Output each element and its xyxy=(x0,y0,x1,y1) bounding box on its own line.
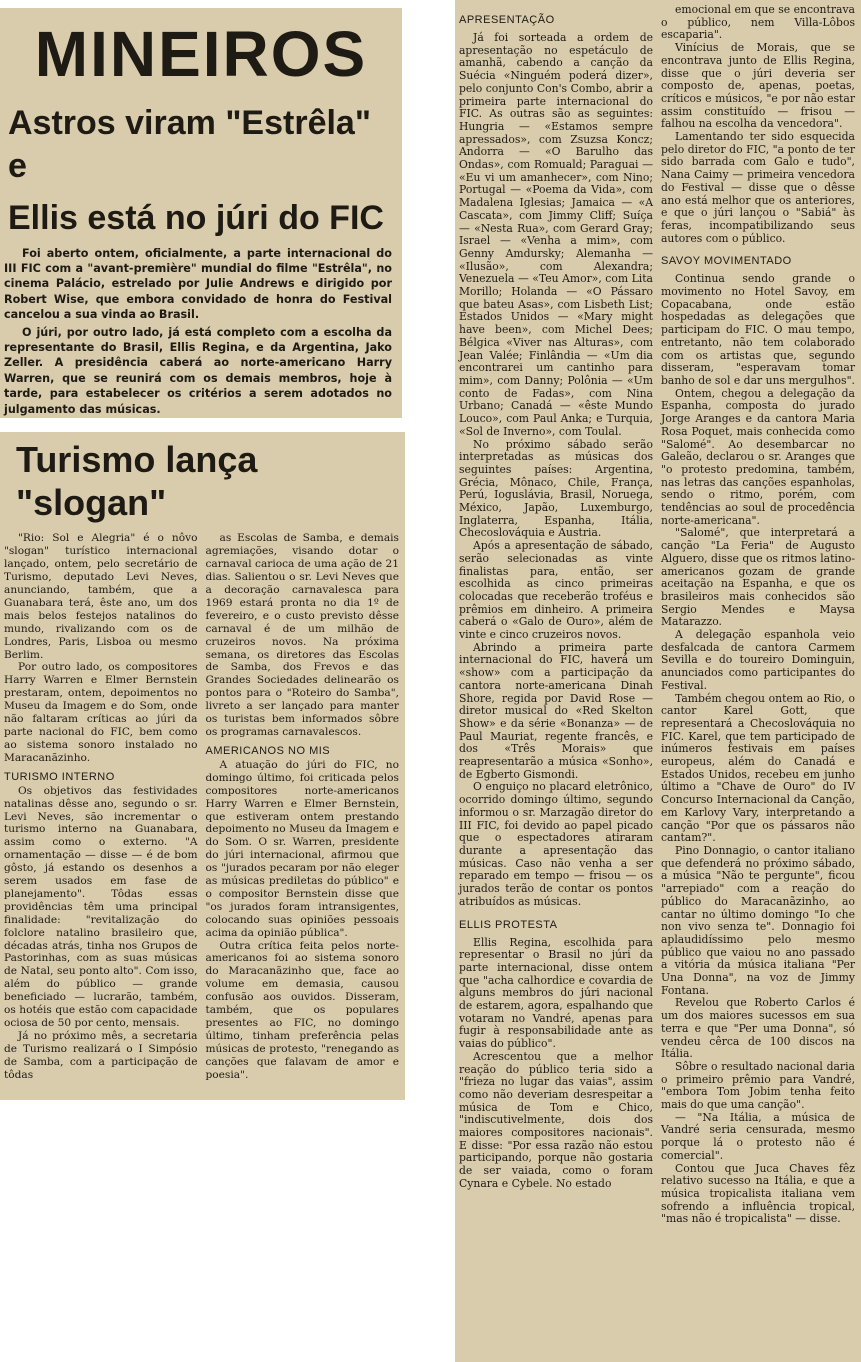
paragraph: Também chegou ontem ao Rio, o cantor Karel Gott, que representará a Checoslováquia no FIC. Karel, que tem participado de inúmeros festivais em países europeus, além do Canadá e Estados Unidos, recebeu em junho último a "Chave de Ouro" do IV Concurso Internacional da Canção, em Karlovy Vary, interpretando a canção "Por que os pássaros não cantam?". xyxy=(661,691,855,845)
article-column xyxy=(459,4,653,1226)
article-turismo xyxy=(0,432,405,1100)
paragraph: Após a apresentação de sábado, serão selecionadas as vinte finalistas para, então, ser escolhida as cinco primeiras colocadas que receberão troféus e prêmios em dinheiro. A primeira caberá o «Galo de Ouro», além de vinte e cinco cruzeiros novos. xyxy=(459,539,653,642)
article-mineiros xyxy=(0,8,402,418)
headline-turismo: Turismo lança "slogan" xyxy=(16,439,258,524)
article-column xyxy=(206,532,400,1081)
paragraph: Ontem, chegou a delegação da Espanha, composta do jurado Jorge Aranges e da cantora Maria Rosa Poquet, mais conhecida como "Salomé". Ao desembarcar no Galeão, declarou o sr. Aranges que "o protesto predomina, também, nas letras das canções espanholas, sendo o ritmo, porém, com tendências ao soul de procedência norte-americana". xyxy=(661,386,855,527)
paragraph: A atuação do júri do FIC, no domingo último, foi criticada pelos compositores norte-americanos Harry Warren e Elmer Bernstein, que estiveram ontem prestando depoimento no Museu da Imagem e do Som. O sr. Warren, presidente do júri internacional, afirmou que os "jurados pecaram por não eleger as músicas prediletas do público" e o compositor Bernstein disse que "os jurados foram intransigentes, colocando suas opiniões pessoais acima da opinião pública". xyxy=(205,758,399,939)
paragraph: Sôbre o resultado nacional daria o primeiro prêmio para Vandré, "embora Tom Jobim tenha feito mais do que uma canção". xyxy=(661,1059,855,1112)
paragraph: Ellis Regina, escolhida para representar o Brasil no júri da parte internacional, disse ontem que "acha calhordice e covardia de alguns membros do júri nacional de estarem, agora, espalhando que votaram no Vandré, apenas para fugir à responsabilidade ante as vaias do público". xyxy=(459,935,653,1051)
paragraph: O enguiço no placard eletrônico, ocorrido domingo último, segundo informou o sr. Marzagão diretor do III FIC, foi devido ao papel picado que o espectadores atiraram durante a apresentação das músicas. Caso não venha a ser reparado em tempo — frisou — os jurados terão de contar os pontos atribuídos as músicas. xyxy=(459,780,653,908)
lead-paragraph: Foi aberto ontem, oficialmente, a parte internacional do III FIC com a "avant-première" mundial do filme "Estrêla", no cinema Palácio, estrelado por Julie Andrews e dirigido por Robert Wise, que embora convidado de honra do Festival cancelou a sua vinda ao Brasil. xyxy=(4,246,392,322)
paragraph: Acrescentou que a melhor reação do público teria sido a "frieza no lugar das vaias", assim como não deveriam desrespeitar a música de Tom e Chico, "indiscutivelmente, dois dos maiores compositores nacionais". E disse: "Por essa razão não estou participando, porque não gostaria de ser vaiada, como o foram Cynara e Cybele. No estado xyxy=(459,1049,653,1190)
paragraph: No próximo sábado serão interpretadas as músicas dos seguintes países: Argentina, Grécia, Mônaco, Chile, França, Perú, Ioguslávia, Brasil, Noruega, México, Japão, Luxemburgo, Inglaterra, Espanha, Itália, Checoslováquia e Austria. xyxy=(459,437,653,540)
article-column xyxy=(4,532,198,1081)
subheading: ELLIS PROTESTA xyxy=(459,918,558,931)
paragraph: Outra crítica feita pelos norte-americanos foi ao sistema sonoro do Maracanãzinho que, face ao volume em demasia, causou confusão aos ouvidos. Disseram, também, que os populares presentes ao FIC, no domingo último, tinham preferência pelas músicas de protesto, "renegando as canções que falavam de amor e poesia". xyxy=(205,939,399,1081)
subheading: AMERICANOS NO MIS xyxy=(205,744,331,757)
headline-line-1: Astros viram "Estrêla" e xyxy=(8,104,371,185)
headline-line-2: Ellis está no júri do FIC xyxy=(8,199,384,237)
subheading: TURISMO INTERNO xyxy=(4,770,115,783)
paragraph: — "Na Itália, a música de Vandré seria censurada, mesmo porque lá o protesto não é comercial". xyxy=(661,1110,855,1162)
paragraph: Já no próximo mês, a secretaria de Turismo realizará o I Simpósio de Samba, com a participação de tôdas xyxy=(4,1029,198,1081)
paragraph: Pino Donnagio, o cantor italiano que defenderá no próximo sábado, a música "Não te pergunte", ficou "arrepiado" com a reação do público do Maracanãzinho, ao cantar no último domingo "Io che non vivo senza te". Donnagio foi aplaudidíssimo pelo mesmo público que vaiou no ano passado a vitória da música italiana "Per Una Donna", na voz de Jimmy Fontana. xyxy=(661,844,855,997)
article-column xyxy=(661,4,855,1226)
paragraph: Revelou que Roberto Carlos é um dos maiores sucessos em sua terra e que "Per uma Donna", só vendeu cêrca de 100 discos na Itália. xyxy=(661,996,855,1061)
paragraph: emocional em que se encontrava o público, nem Villa-Lôbos escaparia". xyxy=(661,3,855,42)
paragraph: Abrindo a primeira parte internacional do FIC, haverá um «show» com a participação da cantora norte-americana Dinah Shore, regida por David Rose — diretor musical do «Red Skelton Show» e da série «Bonanza» — de Paul Mauriat, regente francês, e dos «Três Morais» que reapresentarão a música «Sonho», de Egberto Gismondi. xyxy=(459,640,653,781)
subheading: SAVOY MOVIMENTADO xyxy=(661,255,792,268)
paragraph: Vinícius de Morais, que se encontrava junto de Ellis Regina, disse que o júri deveria ser composto de, apenas, poetas, críticos e músicos, "e por não estar assim constituído — frisou — falhou na escolha da vencedora". xyxy=(661,41,855,131)
subheading: APRESENTAÇÃO xyxy=(459,14,555,26)
paragraph: Os objetivos das festividades natalinas dêsse ano, segundo o sr. Levi Neves, são incrementar o turismo interno na Guanabara, assim como o externo. "A ornamentação — disse — é de bom gôsto, já estando os desenhos a serem usados em fase de planejamento". Tôdas essas providências têm uma principal finalidade: "revitalização do folclore natalino brasileiro que, décadas atrás, tinha nos Grupos de Pastorinhas, com as suas músicas de Natal, seu ponto alto". Com isso, além do público — grande beneficiado — lucrarão, também, os hotéis que estão com capacidade ociosa de 50 por cento, mensais. xyxy=(4,784,198,1029)
kicker-mineiros: MINEIROS xyxy=(34,18,368,90)
paragraph: Já foi sorteada a ordem de apresentação no espetáculo de amanhã, cabendo a canção da Suécia «Ninguém poderá dizer», pelo conjunto Con's Combo, abrir a primeira parte internacional do FIC. As outras são as seguintes: Hungria — «Estamos sempre apressados», com Zsuzsa Koncz; Andorra — «O Barulho das Ondas», com Romuald; Paraguai — «Eu vi um amanhecer», com Nino; Portugal — «Poema da Vida», com Madalena Iglesias; Jamaica — «A Cascata», com Jimmy Cliff; Suíça — «Nesta Rua», com Gerard Gray; Israel — «Venha a mim», com Genny Amdursky; Alemanha — «Ilusão», com Alexandra; Venezuela — «Teu Amor», com Lita Morillo; Holanda — «O Pássaro que bateu Asas», com Lisbeth List; Estados Unidos — «Mary might have been», com Michel Dees; Bélgica «Viver nas Alturas», com Jean Valée; Finlândia — «Um dia encontrarei um cantinho para mim», com Danny; Polônia — «Um conto de Fadas», com Nina Urbano; Canadá — «êste Mundo Louco», com Paul Anka; e Turquia, «Sol de Inverno», com Toulal. xyxy=(459,31,653,438)
paragraph: Lamentando ter sido esquecida pelo diretor do FIC, "a ponto de ter sido barrada com Galo e tudo", Nana Caimy — primeira vencedora do Festival — disse que o dêsse ano está melhor que os anteriores, e que o júri lançou o "Sabiá" às feras, incompatibilizando seus autores com o público. xyxy=(661,130,855,245)
lead-paragraphs xyxy=(0,240,402,417)
lead-paragraph: O júri, por outro lado, já está completo com a escolha da representante do Brasil, Ellis Regina, e da Argentina, Jako Zeller. A presidência caberá ao norte-americano Harry Warren, que se reunirá com os demais membros, hoje à tarde, para estabelecer os critérios a serem adotados no julgamento das músicas. xyxy=(4,325,392,416)
paragraph: as Escolas de Samba, e demais agremiações, visando dotar o carnaval carioca de uma ação de 21 dias. Salientou o sr. Levi Neves que a decoração carnavalesca para 1969 estará pronta no dia 1º de fevereiro, e o custo previsto dêsse carnaval é de um milhão de cruzeiros novos. Na próxima semana, os diretores das Escolas de Samba, dos Frevos e das Grandes Sociedades delinearão os pontos para o "Roteiro do Samba", livreto a ser lançado para manter os turistas bem informados sôbre os programas carnavalescos. xyxy=(205,532,399,738)
paragraph: Contou que Juca Chaves fêz relativo sucesso na Itália, e que a música tropicalista italiana vem sofrendo a influência tropical, "mas não é tropicalista" — disse. xyxy=(661,1161,855,1226)
paragraph: "Salomé", que interpretará a canção "La Feria" de Augusto Alguero, disse que os ritmos latino-americanos gozam de grande aceitação na Espanha, e que os brasileiros mais conhecidos são Sergio Mendes e Maysa Matarazzo. xyxy=(661,526,855,629)
paragraph: Continua sendo grande o movimento no Hotel Savoy, em Copacabana, onde estão hospedadas as delegações que participam do FIC. O mau tempo, entretanto, não tem colaborado com os artistas que, segundo disseram, "esperavam tomar banho de sol e dar uns mergulhos". xyxy=(661,272,855,387)
paragraph: "Rio: Sol e Alegria" é o nôvo "slogan" turístico internacional lançado, ontem, pelo secretário de Turismo, deputado Levi Neves, anunciando, também, que a Guanabara terá, êste ano, um dos mais belos festejos natalinos do mundo, rivalizando com os de Londres, Paris, Lisboa ou mesmo Berlim. xyxy=(4,532,198,661)
paragraph: Por outro lado, os compositores Harry Warren e Elmer Bernstein prestaram, ontem, depoimentos no Museu da Imagem e do Som, onde não faltaram críticas ao júri da parte nacional do FIC, bem como ao sistema sonoro instalado no Maracanãzinho. xyxy=(4,661,198,764)
article-fic-continued xyxy=(455,0,861,1362)
paragraph: A delegação espanhola veio desfalcada de cantora Carmem Sevilla e do toureiro Dominguin, anunciados como participantes do Festival. xyxy=(661,628,855,692)
